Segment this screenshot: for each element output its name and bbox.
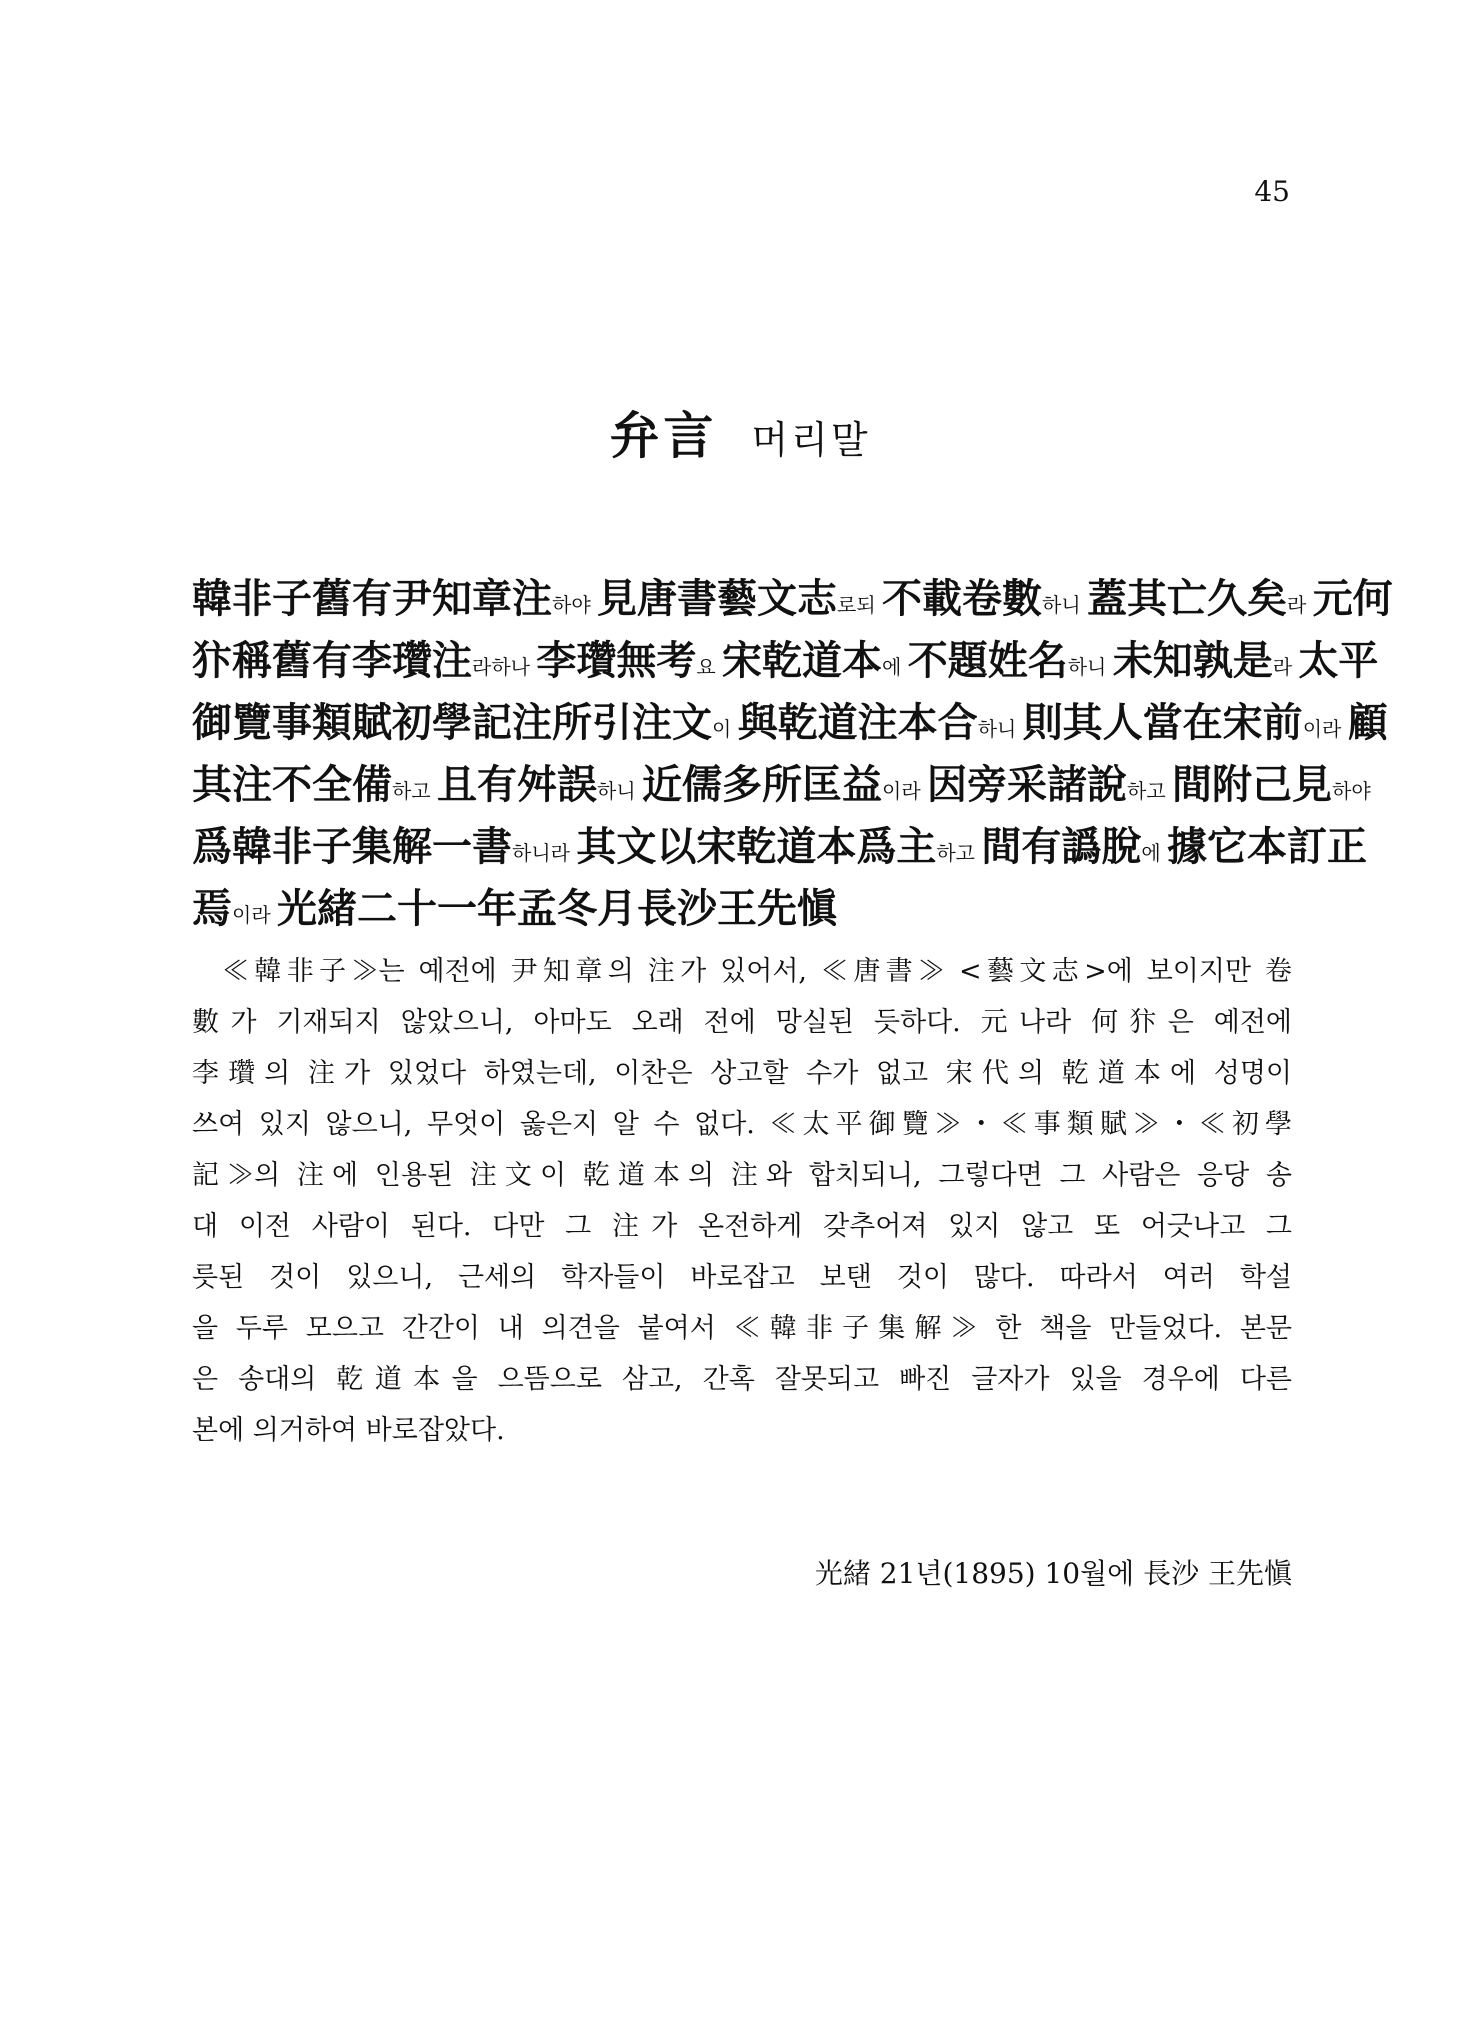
original-line xyxy=(192,568,1393,630)
korean-particle: 이 xyxy=(712,717,738,741)
hanja-phrase: 蓋其亡久矣 xyxy=(1087,575,1287,622)
translation-line: 李瓚의 注가 있었다 하였는데, 이찬은 상고할 수가 없고 宋代의 乾道本에 성명이 xyxy=(192,1058,1292,1089)
hanja-phrase: 御覽事類賦初學記注所引注文 xyxy=(192,699,712,746)
translation-line: 릇된 것이 있으니, 근세의 학자들이 바로잡고 보탠 것이 많다. 따라서 여러 학설 xyxy=(192,1262,1292,1293)
korean-particle: 하니 xyxy=(1042,593,1087,617)
hanja-phrase: 焉 xyxy=(192,885,232,932)
korean-particle: 에 xyxy=(1141,841,1168,865)
korean-particle: 하니 xyxy=(977,717,1023,741)
hanja-phrase: 宋乾道本 xyxy=(722,637,883,684)
korean-particle: 하고 xyxy=(392,779,437,803)
translation-line: 數가 기재되지 않았으니, 아마도 오래 전에 망실된 듯하다. 元나라 何犿은 예전에 xyxy=(192,1007,1292,1038)
hanja-phrase: 據它本訂正 xyxy=(1167,823,1368,870)
title-hanja: 弁言 xyxy=(609,406,718,465)
translation-line: 은 송대의 乾道本을 으뜸으로 삼고, 간혹 잘못되고 빠진 글자가 있을 경우에 다른 xyxy=(192,1364,1292,1395)
original-line xyxy=(192,878,1292,940)
original-line xyxy=(192,754,1371,816)
korean-particle: 에 xyxy=(882,655,908,679)
hanja-phrase: 元何 xyxy=(1312,575,1393,622)
korean-particle: 로되 xyxy=(837,593,882,617)
hanja-phrase: 李瓚無考 xyxy=(536,637,697,684)
korean-particle: 라 xyxy=(1272,655,1299,679)
hanja-phrase: 且有舛誤 xyxy=(437,761,597,808)
page-number: 45 xyxy=(1254,175,1290,208)
korean-particle: 하고 xyxy=(936,841,982,865)
page-title xyxy=(0,396,1480,468)
hanja-phrase: 其注不全備 xyxy=(192,761,392,808)
korean-particle: 라하나 xyxy=(472,655,537,679)
translation-block xyxy=(192,946,1292,1456)
hanja-phrase: 見唐書藝文志 xyxy=(597,575,837,622)
korean-particle: 하니라 xyxy=(512,841,577,865)
signature-line: 光緒 21년(1895) 10월에 長沙 王先愼 xyxy=(814,1557,1292,1590)
hanja-phrase: 則其人當在宋前 xyxy=(1022,699,1303,746)
hanja-phrase: 顧 xyxy=(1347,699,1388,746)
korean-particle: 이라 xyxy=(232,903,277,927)
title-korean: 머리말 xyxy=(751,418,871,462)
hanja-phrase: 爲韓非子集解一書 xyxy=(192,823,512,870)
hanja-phrase: 其文以宋乾道本爲主 xyxy=(576,823,937,870)
korean-particle: 하니 xyxy=(1067,655,1113,679)
korean-particle: 이라 xyxy=(1302,717,1348,741)
translation-line: 본에 의거하여 바로잡았다. xyxy=(192,1415,505,1446)
translation-line: 대 이전 사람이 된다. 다만 그 注가 온전하게 갖추어져 있지 않고 또 어긋나고 그 xyxy=(192,1211,1292,1242)
korean-particle: 요 xyxy=(696,655,723,679)
korean-particle: 이라 xyxy=(882,779,927,803)
translation-line: 을 두루 모으고 간간이 내 의견을 붙여서 ≪韓非子集解≫ 한 책을 만들었다. 본문 xyxy=(192,1313,1292,1344)
original-text-block xyxy=(192,568,1393,940)
hanja-phrase: 間有譌脫 xyxy=(981,823,1142,870)
korean-particle: 하니 xyxy=(597,779,642,803)
hanja-phrase: 犿稱舊有李瓚注 xyxy=(192,637,472,684)
hanja-phrase: 未知孰是 xyxy=(1112,637,1273,684)
translation-line: 記≫의 注에 인용된 注文이 乾道本의 注와 합치되니, 그렇다면 그 사람은 응당 송 xyxy=(192,1160,1292,1191)
original-line xyxy=(192,816,1368,878)
hanja-phrase: 間附己見 xyxy=(1172,761,1332,808)
korean-particle: 하야 xyxy=(552,593,597,617)
hanja-phrase: 太平 xyxy=(1298,637,1379,684)
hanja-phrase: 光緒二十一年孟冬月長沙王先愼 xyxy=(277,885,837,932)
korean-particle: 하야 xyxy=(1332,779,1371,803)
hanja-phrase: 與乾道注本合 xyxy=(737,699,978,746)
hanja-phrase: 近儒多所匡益 xyxy=(642,761,882,808)
hanja-phrase: 不題姓名 xyxy=(907,637,1068,684)
original-line xyxy=(192,630,1379,692)
korean-particle: 라 xyxy=(1287,593,1313,617)
hanja-phrase: 因旁采諸說 xyxy=(927,761,1127,808)
translation-line: ≪韓非子≫는 예전에 尹知章의 注가 있어서, ≪唐書≫ <藝文志>에 보이지만 卷 xyxy=(222,956,1292,987)
hanja-phrase: 韓非子舊有尹知章注 xyxy=(192,575,552,622)
hanja-phrase: 不載卷數 xyxy=(882,575,1042,622)
translation-line: 쓰여 있지 않으니, 무엇이 옳은지 알 수 없다. ≪太平御覽≫・≪事類賦≫・≪初學 xyxy=(192,1109,1292,1140)
korean-particle: 하고 xyxy=(1127,779,1172,803)
original-line xyxy=(192,692,1388,754)
